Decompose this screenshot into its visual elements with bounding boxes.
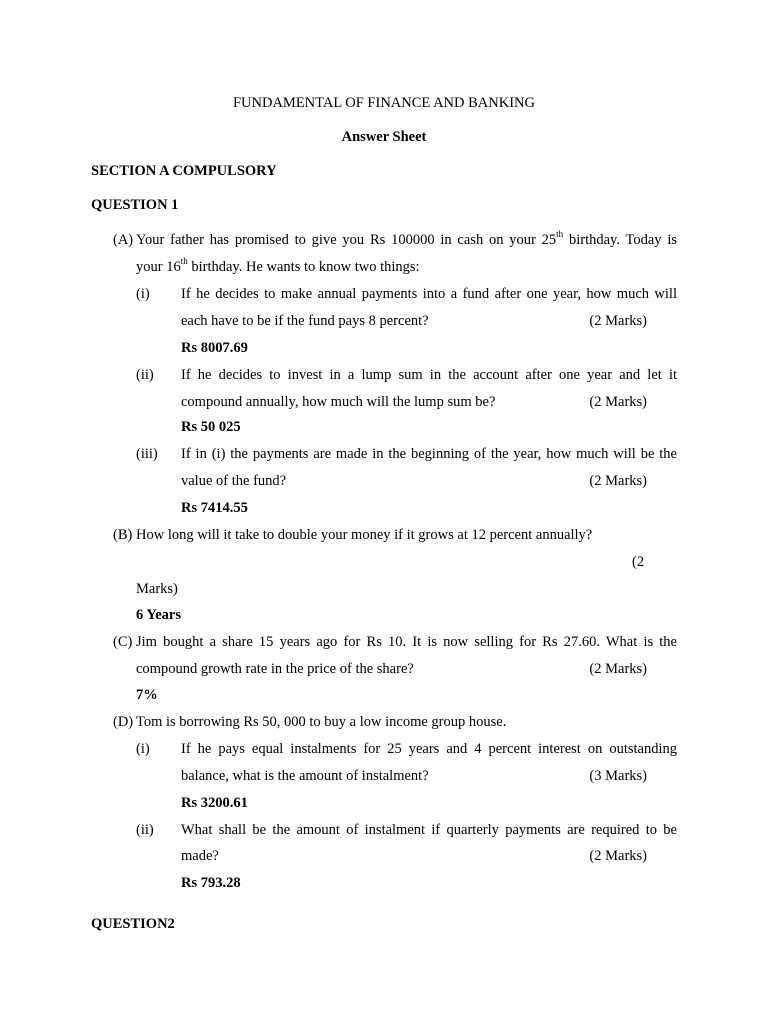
part-a-ii-marks: (2 Marks) (589, 394, 647, 410)
part-d-ii-answer: Rs 793.28 (181, 875, 241, 891)
part-a-i-answer: Rs 8007.69 (181, 340, 248, 356)
part-d-marker: (D) (113, 714, 134, 730)
part-d-i-line-1: If he pays equal instalments for 25 years and 4 percent interest on outstanding (181, 741, 677, 757)
part-c-marks: (2 Marks) (589, 661, 647, 677)
question-1-heading: QUESTION 1 (91, 197, 179, 213)
part-c-line-1: Jim bought a share 15 years ago for Rs 10. It is now selling for Rs 27.60. What is the (136, 634, 677, 650)
part-c-line-2: compound growth rate in the price of the share? (136, 661, 414, 677)
part-d-ii-line-1: What shall be the amount of instalment if quarterly payments are required to be (181, 822, 677, 838)
part-a-line-2-superscript: th (180, 256, 188, 267)
document-title: FUNDAMENTAL OF FINANCE AND BANKING (232, 95, 535, 111)
part-a-iii-marker: (iii) (136, 446, 158, 462)
part-a-line-1-text-end: birthday. Today is (563, 232, 677, 248)
part-a-i-marker: (i) (136, 286, 150, 302)
part-a-iii-line-2: value of the fund? (181, 473, 287, 489)
part-d-line-1: Tom is borrowing Rs 50, 000 to buy a low income group house. (136, 714, 507, 730)
part-d-ii-line-2: made? (181, 848, 219, 864)
part-a-line-1-text: Your father has promised to give you Rs 100000 in cash on your 25 (136, 232, 557, 248)
part-a-i-line-2: each have to be if the fund pays 8 percent? (181, 313, 429, 329)
part-a-iii-line-1: If in (i) the payments are made in the beginning of the year, how much will be the (181, 446, 677, 462)
part-a-ii-line-2: compound annually, how much will the lump sum be? (181, 394, 496, 410)
part-d-i-answer: Rs 3200.61 (181, 795, 248, 811)
part-b-marks-close: Marks) (136, 581, 178, 597)
part-c-marker: (C) (113, 634, 133, 650)
part-a-line-2 (136, 258, 420, 276)
part-b-line-1: How long will it take to double your money if it grows at 12 percent annually? (136, 527, 593, 543)
part-b-answer: 6 Years (136, 607, 181, 623)
part-c-answer: 7% (136, 687, 158, 703)
part-a-iii-marks: (2 Marks) (589, 473, 647, 489)
question-2-heading: QUESTION2 (91, 916, 175, 932)
part-a-line-1-superscript: th (556, 229, 564, 240)
part-d-i-marks: (3 Marks) (589, 768, 647, 784)
part-a-ii-line-1: If he decides to invest in a lump sum in the account after one year and let it (181, 367, 677, 383)
part-b-marks-open: (2 (632, 554, 645, 570)
part-d-ii-marks: (2 Marks) (589, 848, 647, 864)
part-d-ii-marker: (ii) (136, 822, 154, 838)
part-d-i-marker: (i) (136, 741, 150, 757)
document-subtitle: Answer Sheet (341, 129, 427, 145)
part-a-line-2-text-end: birthday. He wants to know two things: (187, 259, 420, 275)
part-a-line-1 (136, 231, 677, 249)
part-b-marker: (B) (113, 527, 133, 543)
part-a-marker: (A) (113, 232, 134, 248)
part-a-i-marks: (2 Marks) (589, 313, 647, 329)
part-d-i-line-2: balance, what is the amount of instalment? (181, 768, 429, 784)
section-heading: SECTION A COMPULSORY (91, 163, 277, 179)
part-a-iii-answer: Rs 7414.55 (181, 500, 248, 516)
part-a-line-2-text: your 16 (136, 259, 181, 275)
part-a-ii-answer: Rs 50 025 (181, 419, 241, 435)
part-a-i-line-1: If he decides to make annual payments into a fund after one year, how much will (181, 286, 677, 302)
part-a-ii-marker: (ii) (136, 367, 154, 383)
